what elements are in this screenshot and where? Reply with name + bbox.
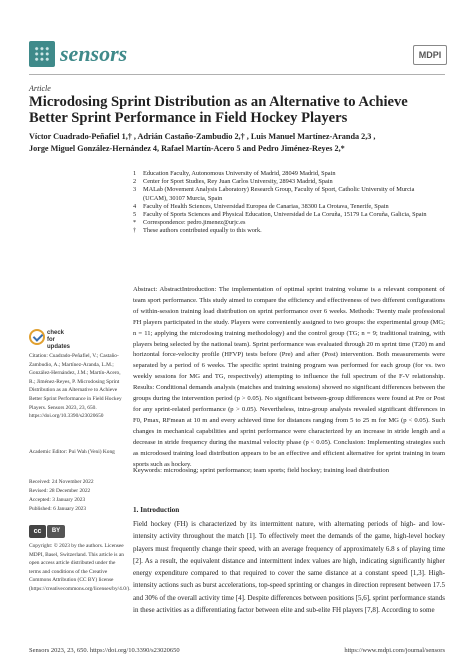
affiliation-mark: * bbox=[133, 219, 137, 227]
affiliation-item bbox=[133, 203, 433, 211]
affiliation-mark: 3 bbox=[133, 186, 137, 194]
page-footer bbox=[29, 647, 445, 654]
section-heading: 1. Introduction bbox=[133, 506, 180, 514]
revised-date: Revised: 28 December 2022 bbox=[29, 488, 91, 494]
affiliation-item bbox=[133, 178, 433, 186]
affiliation-text: Faculty of Health Sciences, Universidad Europea de Canarias, 38300 La Orotava, Tenerife, Spain bbox=[143, 202, 389, 210]
journal-logo-icon bbox=[29, 41, 55, 67]
affiliation-item bbox=[133, 219, 433, 227]
copyright: Copyright: © 2023 by the authors. Licensee MDPI, Basel, Switzerland. This article is an open access article distributed under the terms and conditions of the Creative Commons Attribution (CC BY) license (https://creativecommons.org/licenses/by/4.0/). bbox=[29, 543, 131, 592]
affiliation-text: Center for Sport Studies, Rey Juan Carlos University, 28943 Madrid, Spain bbox=[143, 178, 333, 186]
published-date: Published: 6 January 2023 bbox=[29, 506, 87, 512]
affiliation-mark: † bbox=[133, 227, 137, 235]
affiliation-text: Correspondence: pedro.jimenez@urjc.es bbox=[143, 219, 246, 227]
academic-editor: Academic Editor: Pui Wah (Veni) Kong bbox=[29, 449, 115, 455]
journal-name: sensors bbox=[60, 41, 128, 66]
affiliation-item bbox=[133, 186, 433, 202]
affiliation-text: These authors contributed equally to this work. bbox=[143, 227, 262, 235]
affiliation-item bbox=[133, 227, 433, 235]
abstract: Abstract: AbstractIntroduction: The implementation of optimal sprint training volume is a relevant component of team sport performance. This study aimed to compare the efficiency and effectiveness of two different configurations of within-session training load distribution on sprint performance over 6 weeks. Methods: Twenty male professional FH players participated in the study. Players were conveniently assigned to two groups: the experimental group (MG; n = 11; applying the microdosing training methodology) and the control group (TG; n = 9; traditional training, with players being selected by the national team). Sprint performance was evaluated through 20 m sprint time (T20) m and horizontal force-velocity profile (HFVP) tests before (Pre) and after (Post) intervention. Both measurements were separated by a period of 6 weeks. The specific sprint training program was performed for each group (for vs. two weekly sessions for MG and TG, respectively) attempting to influence the full spectrum of the F-V relationship. Results: Conditional demands analysis (matches and training sessions) showed no significant differences between the groups during the intervention period (p > 0.05). No significant between-group differences were found at Pre or Post for any sprint-related performance (p > 0.05). Nevertheless, intra-group analysis revealed significant differences in F0, Pmax, RFmean at 10 m and every achieved time for distances ranging from 5 to 25 m for MG (p < 0.05). Such changes in mechanical capabilities and sprint performance were characterized by an increase in stride length and a decrease in stride frequency during the maximal velocity phase (p < 0.05). Conclusion: Implementing strategies such as microdosed training load distribution appears to be an effective and efficient alternative for sprint training in team sports such as hockey. bbox=[133, 286, 445, 468]
author-list bbox=[29, 131, 449, 155]
header-rule bbox=[29, 74, 445, 75]
affiliation-mark: 4 bbox=[133, 202, 137, 210]
by-license-icon: BY bbox=[47, 525, 65, 538]
paper-title: Microdosing Sprint Distribution as an Alternative to Achieve Better Sprint Performance in Field Hockey Players bbox=[29, 94, 408, 126]
article-type: Article bbox=[29, 84, 51, 93]
authors-line-2: Jorge Miguel González-Hernández 4, Rafael Martín-Acero 5 and Pedro Jiménez-Reyes 2,* bbox=[29, 144, 345, 153]
affiliation-text: Faculty of Sports Sciences and Physical Education, Universidad de La Coruña, 15179 La Coruña, Galicia, Spain bbox=[143, 211, 427, 219]
check-updates-label: check for updates bbox=[47, 330, 71, 350]
affiliation-mark: 2 bbox=[133, 178, 137, 186]
affiliation-mark: 5 bbox=[133, 211, 137, 219]
mdpi-logo: MDPI bbox=[413, 45, 447, 65]
cc-license-icon: cc bbox=[29, 525, 46, 538]
introduction-text: Field hockey (FH) is characterized by its intermittent nature, with alternating periods of high- and low-intensity activity throughout the match [1]. To effectively meet the demands of the game, high-level hockey players must frequently change their speed, with an average frequency of approximately 6.8 s of playing time [2]. As a result, the equivalent distance and intermittent index values are high, indicating significantly higher energy expenditure compared to that required to cover the same distance at a constant speed [1,3]. High-intensity actions such as burst accelerations, top-speed sprinting or changes in direction represent between 17.5 and 30% of the overall activity time [4]. Despite differences between positions [5,6], sprint performance stands in these activities as a differentiating factor between elite and sub-elite FH players [7,8]. According to some bbox=[133, 520, 445, 615]
affiliation-text: MALab (Movement Analysis Laboratory) Research Group, Faculty of Sport, Catholic University of Murcia (UCAM), 30107 Murcia, Spain bbox=[143, 186, 415, 202]
check-for-updates-button[interactable] bbox=[29, 327, 71, 349]
footer-url[interactable]: https://www.mdpi.com/journal/sensors bbox=[344, 647, 445, 654]
affiliations bbox=[133, 170, 433, 236]
received-date: Received: 24 November 2022 bbox=[29, 479, 94, 485]
authors-line-1: Víctor Cuadrado-Peñafiel 1,† , Adrián Castaño-Zambudio 2,† , Luis Manuel Martínez-Aranda 2,3 , bbox=[29, 132, 376, 141]
keywords: Keywords: microdosing; sprint performance; team sports; field hockey; training load distribution bbox=[133, 467, 390, 474]
accepted-date: Accepted: 3 January 2023 bbox=[29, 497, 86, 503]
affiliation-item bbox=[133, 170, 433, 178]
affiliation-text: Education Faculty, Autonomous University of Madrid, 28049 Madrid, Spain bbox=[143, 170, 336, 177]
affiliation-mark: 1 bbox=[133, 170, 137, 177]
check-updates-icon bbox=[29, 329, 45, 345]
affiliation-item bbox=[133, 211, 433, 219]
citation: Citation: Cuadrado-Peñafiel, V.; Castaño-Zambudio, A.; Martínez-Aranda, L.M.; González-Hernández, J.M.; Martín-Acero, R.; Jiménez-Reyes, P. Microdosing Sprint Distribution as an Alternative to Achieve Better Sprint Performance in Field Hockey Players. Sensors 2023, 23, 650. https://doi.org/10.3390/s23020650 bbox=[29, 353, 122, 420]
footer-citation: Sensors 2023, 23, 650. https://doi.org/10.3390/s23020650 bbox=[29, 647, 180, 654]
